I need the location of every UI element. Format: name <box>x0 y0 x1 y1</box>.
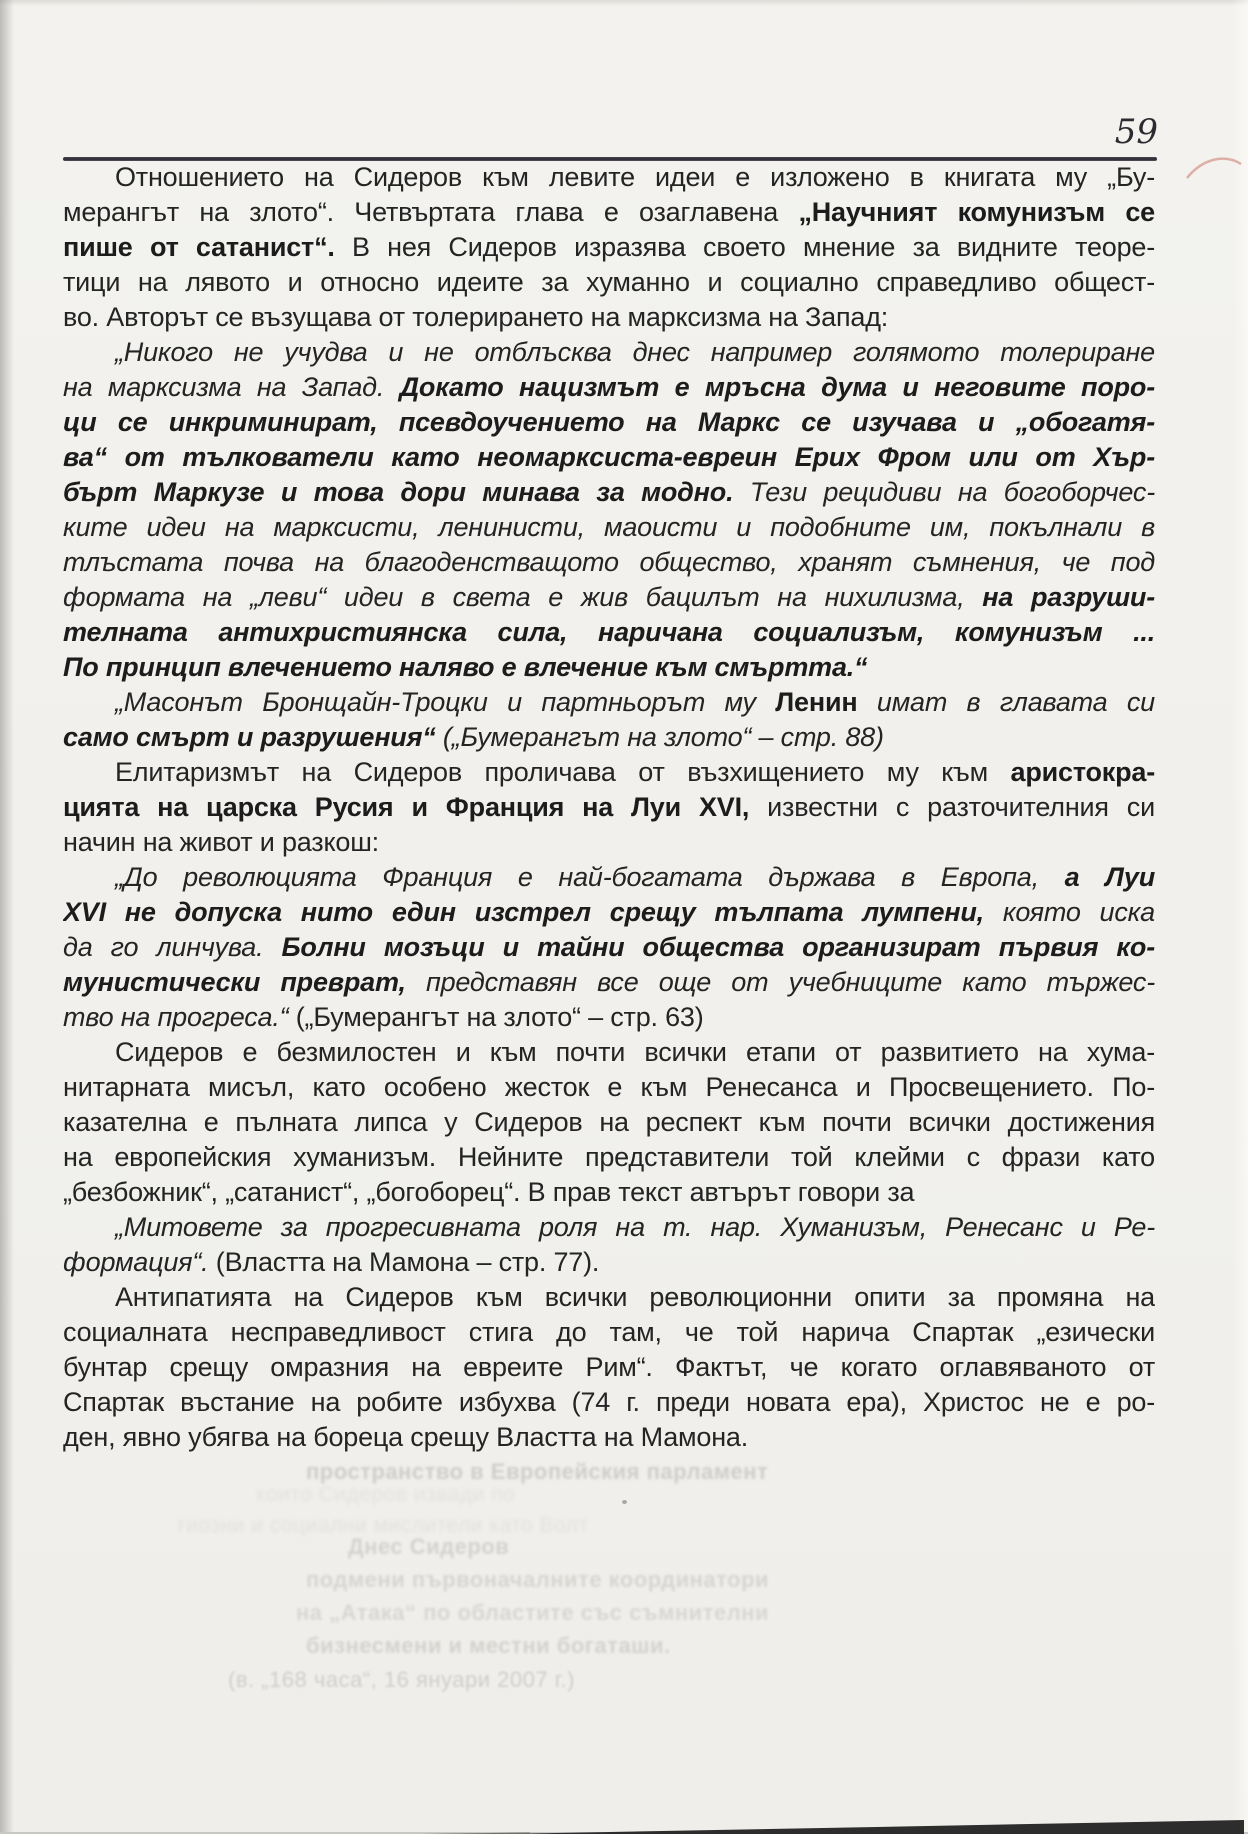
text-line <box>63 1315 1155 1350</box>
text-line <box>63 300 1155 335</box>
text-run: „Митовете за прогресивната роля на т. нар. Хуманизъм, Ренесанс и Ре- <box>115 1212 1155 1242</box>
text-line <box>63 1175 1155 1210</box>
text-line <box>63 965 1155 1000</box>
text-line <box>63 790 1155 825</box>
text-line <box>63 1035 1155 1070</box>
text-run: Елитаризмът на Сидеров проличава от възхищението му към <box>115 757 1011 787</box>
text-run: да го линчува. <box>63 932 282 962</box>
text-run: („Бумерангът на злото“ – стр. 88) <box>435 722 884 752</box>
text-line <box>63 1000 1155 1035</box>
text-run: тво на прогреса.“ <box>63 1002 289 1032</box>
text-run: телната антихристиянска сила, наричана социализъм, комунизъм ... <box>63 617 1155 647</box>
text-line <box>63 755 1155 790</box>
text-run: мунистически преврат, <box>63 967 426 997</box>
text-run: само смърт и разрушения“ <box>63 722 436 752</box>
ghost-text-line: на „Атака“ по областите със съмнителни <box>296 1600 769 1625</box>
text-run: която иска <box>1002 897 1155 927</box>
scan-bottom-shadow <box>0 1816 1248 1834</box>
text-line <box>63 1245 1155 1280</box>
text-line <box>63 1105 1155 1140</box>
text-run: бърт Маркузе и това дори минава за модно. <box>63 477 750 507</box>
scan-top-edge <box>0 0 1248 6</box>
text-run: „Никого не учудва и не отблъсква днес например голямото толериране <box>115 337 1155 367</box>
text-run: Болни мозъци и тайни общества организират първия ко- <box>281 932 1155 962</box>
page-number: 59 <box>1114 112 1158 152</box>
text-line <box>63 265 1155 300</box>
text-run: Докато нацизмът е мръсна дума и неговите поро- <box>399 372 1155 402</box>
text-line <box>63 1280 1155 1315</box>
text-run: Сидеров е безмилостен и към почти всички етапи от развитието на хума- <box>115 1037 1155 1067</box>
text-line <box>63 895 1155 930</box>
text-run: формация“. <box>63 1247 209 1277</box>
text-line <box>63 335 1155 370</box>
text-run: ден, явно убягва на бореца срещу Властта на Мамона. <box>63 1422 749 1452</box>
text-run: известни с разточителния си <box>749 792 1155 822</box>
scan-hair-artifact <box>1185 148 1245 188</box>
text-run: тлъстата почва на благоденстващото общество, хранят съмнения, че под <box>63 547 1155 577</box>
text-run: формата на „леви“ идеи в света е жив бацилът на нихилизма, <box>63 582 983 612</box>
text-line <box>63 1070 1155 1105</box>
text-run: „Научният комунизъм се <box>798 197 1155 227</box>
text-run: пише от сатанист“. <box>63 232 335 262</box>
text-run: „До революцията Франция е най-богатата държава в Европа, <box>115 862 1065 892</box>
text-run: XVI не допуска нито един изстрел срещу тълпата лумпени, <box>63 897 1003 927</box>
text-line <box>63 1140 1155 1175</box>
text-run: на разруши- <box>982 582 1155 612</box>
text-line <box>63 1385 1155 1420</box>
text-line <box>63 580 1155 615</box>
text-run: казателна е пълната липса у Сидеров на респект към почти всички достижения <box>63 1107 1155 1137</box>
ghost-text-line: които Сидеров извади по <box>256 1483 516 1506</box>
text-line <box>63 860 1155 895</box>
text-line <box>63 405 1155 440</box>
text-line <box>63 440 1155 475</box>
text-run: ци се инкриминират, псевдоучението на Маркс се изучава и „обогатя- <box>63 407 1155 437</box>
text-run: на европейския хуманизъм. Нейните представители той клейми с фрази като <box>63 1142 1155 1172</box>
text-line <box>63 615 1155 650</box>
text-run: цията на царска Русия и Франция на Луи XVI, <box>63 792 750 822</box>
scan-left-edge <box>0 0 14 1834</box>
text-run: „безбожник“, „сатанист“, „богоборец“. В прав текст автърът говори за <box>63 1177 915 1207</box>
scan-right-edge <box>1232 0 1248 1834</box>
text-line <box>63 1210 1155 1245</box>
text-line <box>63 230 1155 265</box>
text-run: Ленин <box>775 687 858 717</box>
text-run: а Луи <box>1064 862 1155 892</box>
text-run: нитарната мисъл, като особено жесток е към Ренесанса и Просвещението. По- <box>63 1072 1155 1102</box>
text-line <box>63 650 1155 685</box>
text-run: ките идеи на марксисти, ленинисти, маоисти и подобните им, покълнали в <box>63 512 1155 542</box>
text-run: социалната несправедливост стига до там, че той нарича Спартак „езически <box>63 1317 1155 1347</box>
text-run: Отношението на Сидеров към левите идеи е изложено в книгата му „Бу- <box>115 162 1155 192</box>
text-line <box>63 1420 1155 1455</box>
text-line <box>63 685 1155 720</box>
text-run: В нея Сидеров изразява своето мнение за видните теоре- <box>334 232 1155 262</box>
text-run: Антипатията на Сидеров към всички революционни опити за промяна на <box>115 1282 1155 1312</box>
ghost-text-line: гиозни и социални мислители като Волт <box>178 1514 589 1537</box>
text-run: тици на лявото и относно идеите за хуманно и социално справедливо общест- <box>63 267 1155 297</box>
text-line <box>63 1350 1155 1385</box>
text-run: Тези рецидиви на богоборчес- <box>749 477 1155 507</box>
text-run: (Властта на Мамона – стр. 77). <box>208 1247 600 1277</box>
ghost-text-line: (в. „168 часа“, 16 януари 2007 г.) <box>228 1667 575 1692</box>
text-line <box>63 930 1155 965</box>
text-run: во. Авторът се възущава от толерирането на марксизма на Запад: <box>63 302 889 332</box>
text-run: мерангът на злото“. Четвъртата глава е озаглавена <box>63 197 799 227</box>
text-run: Спартак въстание на робите избухва (74 г. преди новата ера), Христос не е ро- <box>63 1387 1155 1417</box>
ghost-text-line: Днес Сидеров <box>348 1534 510 1559</box>
text-run: представян все още от учебниците като тържес- <box>425 967 1155 997</box>
body-text <box>63 160 1155 1455</box>
text-line <box>63 195 1155 230</box>
scan-speck <box>622 1500 627 1504</box>
ghost-text-line: пространство в Европейския парламент <box>306 1459 769 1484</box>
text-line <box>63 545 1155 580</box>
text-line <box>63 475 1155 510</box>
text-run: („Бумерангът на злото“ – стр. 63) <box>288 1002 704 1032</box>
text-line <box>63 160 1155 195</box>
text-run: „Масонът Бронщайн-Троцки и партньорът му <box>115 687 776 717</box>
text-run: имат в главата си <box>857 687 1155 717</box>
text-line <box>63 370 1155 405</box>
text-run: бунтар срещу омразния на евреите Рим“. Фактът, че когато оглавяваното от <box>63 1352 1155 1382</box>
ghost-text-line: подмени първоначалните координатори <box>306 1567 770 1592</box>
text-line <box>63 720 1155 755</box>
text-run: начин на живот и разкош: <box>63 827 379 857</box>
ghost-text-line: бизнесмени и местни богаташи. <box>306 1633 671 1658</box>
text-line <box>63 825 1155 860</box>
text-run: По принцип влечението наляво е влечение към смъртта.“ <box>63 652 868 682</box>
text-line <box>63 510 1155 545</box>
text-run: аристокра- <box>1010 757 1155 787</box>
text-run: ва“ от тълкователи като неомарксиста-евреин Ерих Фром или от Хър- <box>63 442 1155 472</box>
text-run: на марксизма на Запад. <box>63 372 400 402</box>
